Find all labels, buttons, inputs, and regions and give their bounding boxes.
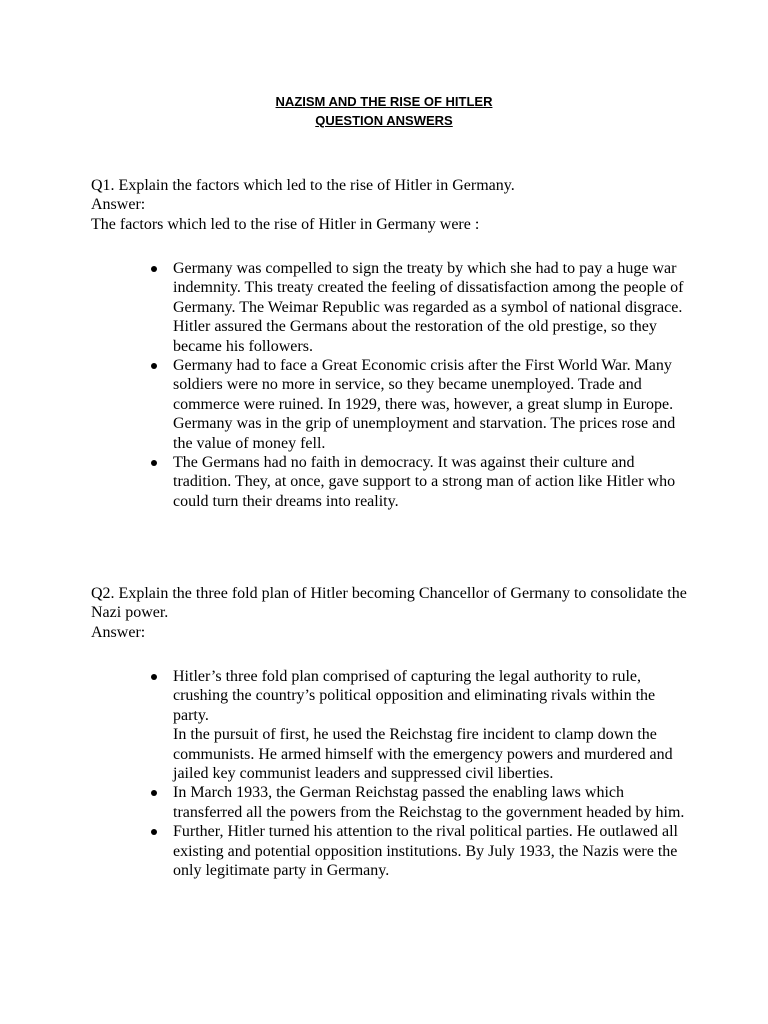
list-item	[173, 259, 688, 356]
q1-question: Q1. Explain the factors which led to the rise of Hitler in Germany.	[91, 177, 515, 194]
list-item-text: The Germans had no faith in democracy. It was against their culture and tradition. They, at once, gave support to a strong man of action like Hitler who could turn their dreams into reality.	[173, 454, 676, 510]
bullet-icon	[151, 790, 157, 796]
list-item-text: Germany had to face a Great Economic crisis after the First World War. Many soldiers were no more in service, so they became unemployed. Trade and commerce were ruined. In 1929, there was, however, a great slump in Europe. Germany was in the grip of unemployment and starvation. The prices rose and the value of money fell.	[173, 357, 676, 452]
q2-section	[91, 584, 691, 642]
list-item-text: Further, Hitler turned his attention to the rival political parties. He outlawed all existing and potential opposition institutions. By July 1933, the Nazis were the only legitimate party in Germany.	[173, 823, 678, 880]
list-item-text: Germany was compelled to sign the treaty by which she had to pay a huge war indemnity. This treaty created the feeling of dissatisfaction among the people of Germany. The Weimar Republic was regarded as a symbol of national disgrace. Hitler assured the Germans about the restoration of the old prestige, so they became his followers.	[173, 260, 684, 355]
bullet-icon	[151, 829, 157, 835]
list-item	[173, 356, 688, 453]
list-item-text: Hitler’s three fold plan comprised of capturing the legal authority to rule, crushing the country’s political opposition and eliminating rivals within the party.	[173, 668, 656, 724]
q1-section	[91, 176, 691, 234]
list-item-text: In March 1933, the German Reichstag passed the enabling laws which transferred all the powers from the Reichstag to the government headed by him.	[173, 784, 685, 821]
list-item	[173, 453, 688, 511]
q2-answer-label: Answer:	[91, 623, 146, 641]
q1-bullet-list	[173, 259, 688, 511]
list-item-continuation: In the pursuit of first, he used the Reichstag fire incident to clamp down the communists. He armed himself with the emergency powers and murdered and jailed key communist leaders and suppressed civil liberties.	[173, 726, 673, 783]
q2-bullet-list	[173, 667, 688, 880]
q1-answer-label: Answer:	[91, 196, 146, 214]
bullet-icon	[151, 266, 157, 272]
page-title: NAZISM AND THE RISE OF HITLER	[275, 94, 493, 109]
list-item	[173, 667, 688, 783]
list-item	[173, 783, 688, 822]
list-item	[173, 822, 688, 880]
q1-intro: The factors which led to the rise of Hitler in Germany were :	[91, 215, 480, 233]
q2-question: Q2. Explain the three fold plan of Hitler becoming Chancellor of Germany to consolidate the Nazi power.	[91, 585, 687, 622]
bullet-icon	[151, 674, 157, 680]
page-subtitle: QUESTION ANSWERS	[315, 113, 453, 128]
bullet-icon	[151, 363, 157, 369]
bullet-icon	[151, 460, 157, 466]
